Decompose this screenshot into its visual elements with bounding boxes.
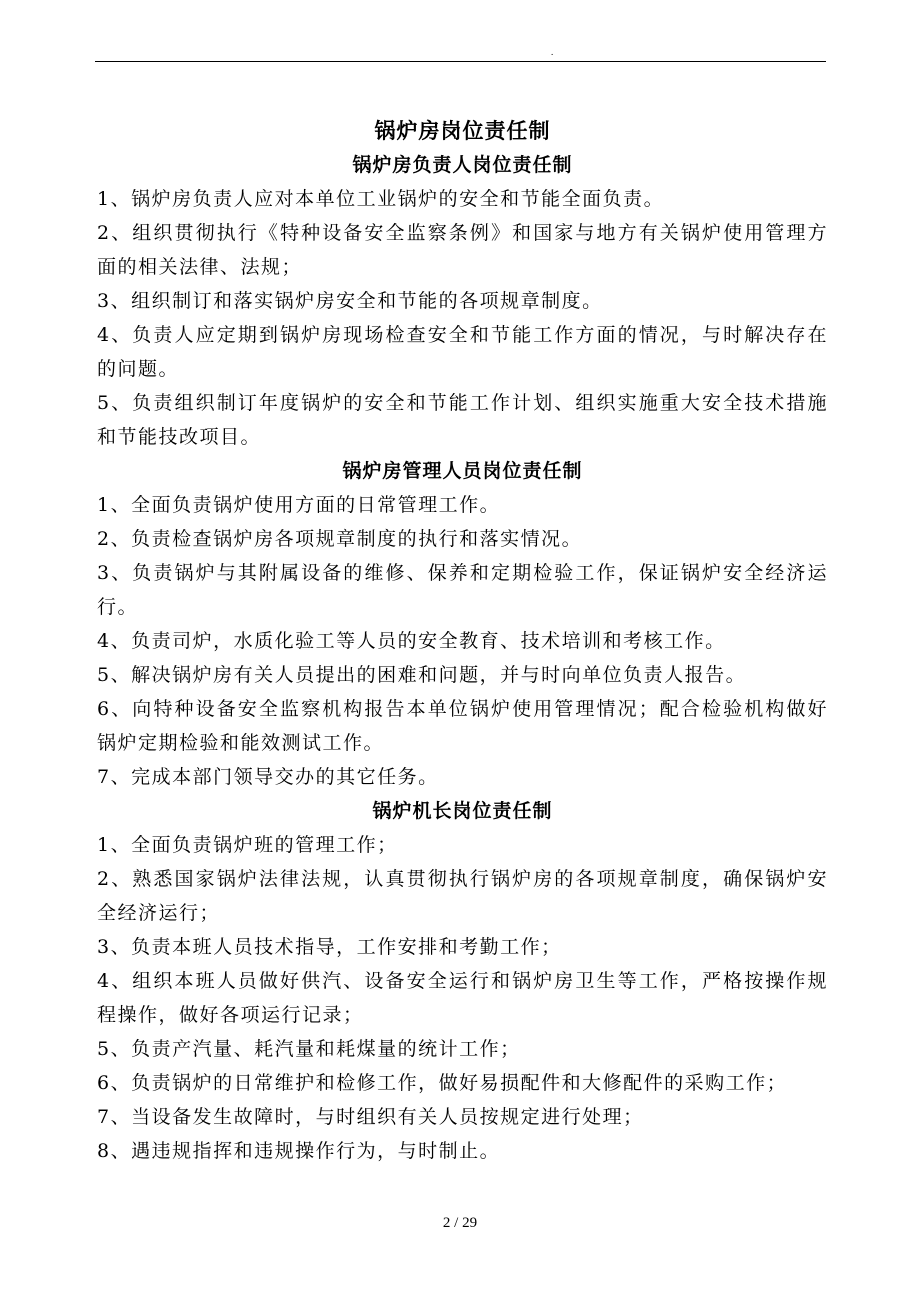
document-title: 锅炉房岗位责任制 bbox=[374, 118, 551, 143]
list-item: 5、负责组织制订年度锅炉的安全和节能工作计划、组织实施重大安全技术措施和节能技改项目。 bbox=[97, 392, 828, 448]
section-heading: 锅炉房管理人员岗位责任制 bbox=[342, 460, 583, 482]
list-item: 3、负责本班人员技术指导，工作安排和考勤工作； bbox=[97, 936, 562, 958]
list-item: 2、负责检查锅炉房各项规章制度的执行和落实情况。 bbox=[97, 528, 583, 550]
header-rule bbox=[95, 61, 826, 62]
list-item: 3、负责锅炉与其附属设备的维修、保养和定期检验工作，保证锅炉安全经济运行。 bbox=[97, 562, 828, 618]
list-item: 1、锅炉房负责人应对本单位工业锅炉的安全和节能全面负责。 bbox=[97, 188, 665, 210]
list-item: 8、遇违规指挥和违规操作行为，与时制止。 bbox=[97, 1140, 501, 1162]
list-item: 4、组织本班人员做好供汽、设备安全运行和锅炉房卫生等工作，严格按操作规程操作，做好各项运行记录； bbox=[97, 970, 828, 1026]
list-item: 3、组织制订和落实锅炉房安全和节能的各项规章制度。 bbox=[97, 290, 603, 312]
section-boiler-captain bbox=[97, 794, 828, 1168]
section-person-in-charge bbox=[97, 148, 828, 454]
header-mark: . bbox=[551, 47, 554, 57]
list-item: 1、全面负责锅炉班的管理工作； bbox=[97, 834, 398, 856]
list-item: 5、负责产汽量、耗汽量和耗煤量的统计工作； bbox=[97, 1038, 521, 1060]
list-item: 1、全面负责锅炉使用方面的日常管理工作。 bbox=[97, 494, 501, 516]
list-item: 4、负责人应定期到锅炉房现场检查安全和节能工作方面的情况，与时解决存在的问题。 bbox=[97, 324, 828, 380]
list-item: 2、熟悉国家锅炉法律法规，认真贯彻执行锅炉房的各项规章制度，确保锅炉安全经济运行； bbox=[97, 868, 828, 924]
list-item: 6、负责锅炉的日常维护和检修工作，做好易损配件和大修配件的采购工作； bbox=[97, 1072, 788, 1094]
list-item: 2、组织贯彻执行《特种设备安全监察条例》和国家与地方有关锅炉使用管理方面的相关法律、法规； bbox=[97, 222, 828, 278]
section-management-staff bbox=[97, 454, 828, 794]
section-heading: 锅炉机长岗位责任制 bbox=[372, 800, 553, 822]
list-item: 6、向特种设备安全监察机构报告本单位锅炉使用管理情况；配合检验机构做好锅炉定期检验和能效测试工作。 bbox=[97, 698, 828, 754]
list-item: 7、完成本部门领导交办的其它任务。 bbox=[97, 766, 439, 788]
page-number: 2 / 29 bbox=[442, 1215, 478, 1231]
list-item: 7、当设备发生故障时，与时组织有关人员按规定进行处理； bbox=[97, 1106, 644, 1128]
list-item: 5、解决锅炉房有关人员提出的困难和问题，并与时向单位负责人报告。 bbox=[97, 664, 747, 686]
list-item: 4、负责司炉，水质化验工等人员的安全教育、技术培训和考核工作。 bbox=[97, 630, 726, 652]
document-body bbox=[97, 114, 828, 1168]
section-heading: 锅炉房负责人岗位责任制 bbox=[352, 154, 573, 176]
